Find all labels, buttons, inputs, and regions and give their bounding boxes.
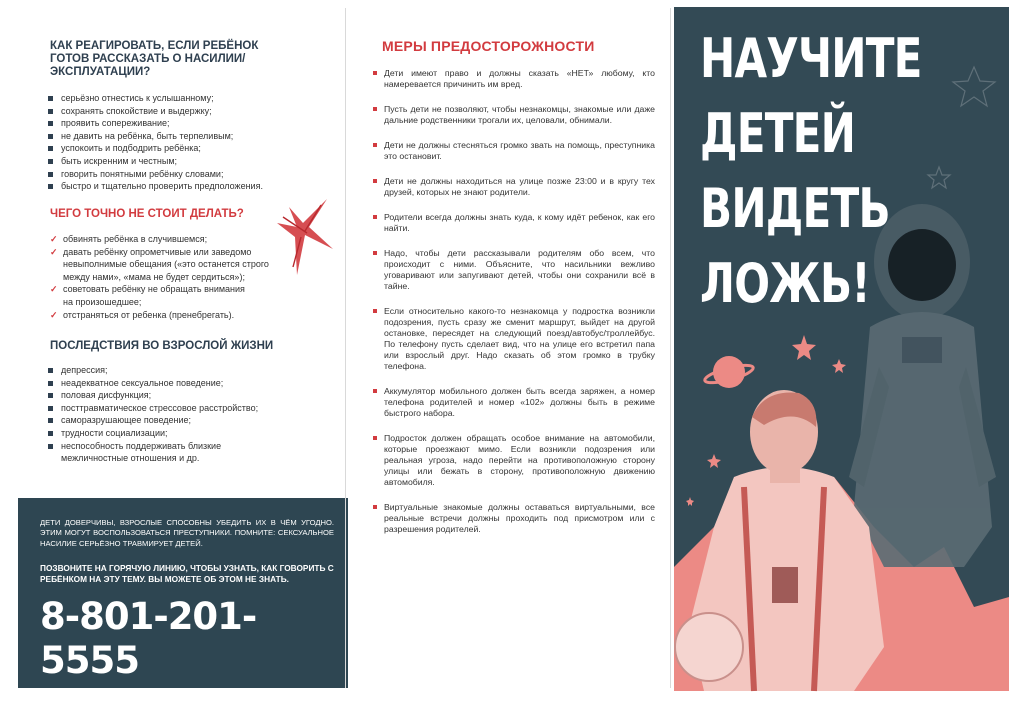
list-item: успокоить и подбодрить ребёнка; [48,142,338,155]
cover-title [700,21,922,321]
cover-title-line: ЛОЖЬ! [700,252,870,315]
list-item: посттравматическое стрессовое расстройство; [48,402,283,415]
check-mark-icon: ✓ [50,309,58,320]
list-item: быть искренним и честным; [48,155,338,168]
list-item: Дети не должны стесняться громко звать на помощь, преступника это остановит. [373,140,655,162]
dont-heading: ЧЕГО ТОЧНО НЕ СТОИТ ДЕЛАТЬ? [50,208,244,220]
reaction-list [48,92,338,193]
free-call-details: ДОСТУПЕН СО СТАЦИОНАРНЫХ ТЕЛЕФОНОВ, МТС, VELCOM(A1, LIFE) ПО ВСЕЙ ТЕРРИТОРИИ РЕСПУБЛИКИ БЕЛАРУСЬ С 8:00 ДО 20:00 [40,706,317,723]
hotline-box [18,498,348,723]
precautions-heading: МЕРЫ ПРЕДОСТОРОЖНОСТИ [382,38,595,54]
reaction-section [50,40,290,79]
middle-panel [345,0,670,696]
list-item: ✓ отстраняться от ребенка (пренебрегать). [50,309,235,320]
cover-title-line: ВИДЕТЬ [700,177,890,240]
hotline-warning-text: ДЕТИ ДОВЕРЧИВЫ, ВЗРОСЛЫЕ СПОСОБНЫ УБЕДИТЬ ИХ В ЧЁМ УГОДНО. ЭТИМ МОГУТ ВОСПОЛЬЗОВАТЬСЯ ПРЕСТУПНИКИ. ПОМНИТЕ: СЕКСУАЛЬНОЕ НАСИЛИЕ СЕРЬЁЗНО ТРАВМИРУЕТ ДЕТЕЙ. [40,518,334,548]
consequences-list [48,364,283,465]
list-item: сохранять спокойствие и выдержку; [48,105,338,118]
list-item: ✓ советовать ребёнку не обращать внимания [50,284,245,295]
free-call-label: ЗВОНОК БЕСПЛАТНЫЙ [40,693,140,704]
cover-panel [670,0,1024,696]
check-mark-icon: ✓ [50,234,58,244]
check-mark-icon: ✓ [50,284,58,295]
list-item: на произошедшее; [63,296,142,307]
list-item: проявить сопереживание; [48,117,338,130]
list-item: половая дисфункция; [48,389,283,402]
list-item: Виртуальные знакомые должны оставаться виртуальными, все реальные встречи должны проходить под присмотром или с разрешения родителей. [373,502,655,535]
hotline-call-text: ПОЗВОНИТЕ НА ГОРЯЧУЮ ЛИНИЮ, ЧТОБЫ УЗНАТЬ, КАК ГОВОРИТЬ С РЕБЁНКОМ НА ЭТУ ТЕМУ. ВЫ МОЖЕТЕ ОБ ЭТОМ НЕ ЗНАТЬ. [40,563,334,585]
list-item: Пусть дети не позволяют, чтобы незнакомцы, знакомые или даже дальние родственники трогали их, целовали, обнимали. [373,104,655,126]
list-item: ✓ давать ребёнку опрометчивые или заведомо [50,246,252,257]
planet-icon [703,356,754,388]
outline-stars-decoration [928,67,995,188]
list-item: Надо, чтобы дети рассказывали родителям обо всем, что происходит с ними. Объясните, что насильники вежливо уговаривают или запугивают детей, чтобы они сохранили всё в тайне. [373,248,655,292]
list-item: трудности социализации; [48,427,283,440]
list-item: депрессия; [48,364,283,377]
cover-title-line: НАУЧИТЕ [700,27,922,90]
list-item: Подросток должен обращать особое внимание на автомобили, которые проезжают мимо. Если возникли подозрения или реальная угроза, надо перейти на противоположную сторону улицы или бежать в сторону, противоположную движению автомобиля. [373,433,655,488]
check-mark-icon: ✓ [50,246,58,257]
dont-list [50,233,290,321]
list-item: серьёзно отнестись к услышанному; [48,92,338,105]
cover-background [674,7,1009,691]
list-item: Дети имеют право и должны сказать «НЕТ» любому, кто намеревается причинить им вред. [373,68,655,90]
list-item: между нами», «мама не будет сердиться»); [63,271,245,282]
list-item: Аккумулятор мобильного должен быть всегда заряжен, а номер телефона родителей и номер «102» должны быть в режиме быстрого набора. [373,386,655,419]
list-item: ✓ обвинять ребёнка в случившемся; [50,234,208,244]
list-item: невыполнимые обещания («это останется строго [63,259,269,270]
list-item: Родители всегда должны знать куда, к кому идёт ребенок, как его найти. [373,212,655,234]
list-item: неспособность поддерживать близкие межличностные отношения и др. [48,440,283,465]
red-cross-icon [275,197,335,277]
list-item: неадекватное сексуальное поведение; [48,377,283,390]
precautions-list [373,68,655,549]
list-item: говорить понятными ребёнку словами; [48,168,338,181]
list-item: саморазрушающее поведение; [48,414,283,427]
reaction-heading: КАК РЕАГИРОВАТЬ, ЕСЛИ РЕБЁНОК ГОТОВ РАССКАЗАТЬ О НАСИЛИИ/ЭКСПЛУАТАЦИИ? [50,40,259,78]
list-item: Дети не должны находиться на улице позже 23:00 и в кругу тех друзей, которых не знают родители. [373,176,655,198]
list-item: не давить на ребёнка, быть терпеливым; [48,130,338,143]
hotline-phone-number[interactable]: 8-801-201-5555 [40,595,257,683]
list-item: быстро и тщательно проверить предположения. [48,180,338,193]
left-panel [0,0,345,723]
cover-title-line: ДЕТЕЙ [700,102,856,165]
consequences-heading: ПОСЛЕДСТВИЯ ВО ВЗРОСЛОЙ ЖИЗНИ [50,340,274,352]
list-item: Если относительно какого-то незнакомца у подростка возникли подозрения, пусть сразу же сменит маршрут, выйдет на другой остановке, пересядет на следующий поезд/автобус/троллейбус. По телефону пусть сделает вид, что на улице его встретил папа или взрослый друг. Надо сказать об этом громко в трубку телефона. [373,306,655,372]
